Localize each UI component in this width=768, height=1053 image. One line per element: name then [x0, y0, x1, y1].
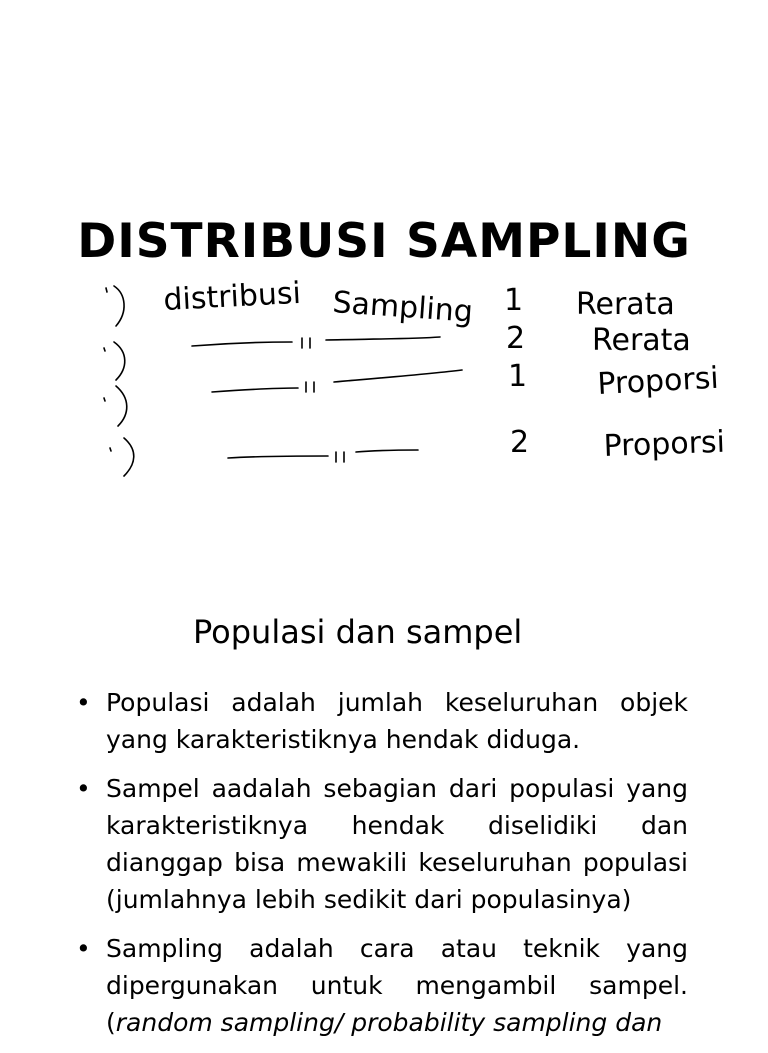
bullet-list	[76, 684, 688, 1053]
bullet-paren-2	[104, 342, 125, 380]
hw-row2-ditto	[302, 338, 310, 348]
hw-row1-number: 1	[504, 283, 524, 318]
list-item	[76, 770, 688, 918]
list-item	[76, 684, 688, 758]
hw-row4-line-right	[356, 450, 418, 452]
hw-row3-ditto	[306, 382, 314, 392]
hw-row1-word: Rerata	[576, 287, 675, 322]
page-title: DISTRIBUSI SAMPLING	[77, 214, 691, 269]
list-item	[76, 930, 688, 1041]
bullet-paren-1	[106, 286, 124, 326]
bullet-paren-3	[104, 386, 127, 426]
bullet-text-italic: random sampling/ probability sampling dan	[115, 1008, 663, 1037]
hw-row4-number: 2	[510, 425, 530, 460]
hw-row2-line-right	[326, 337, 440, 340]
bullet-text: Sampel aadalah sebagian dari populasi yang karakteristiknya hendak diselidiki dan dianggap bisa mewakili keseluruhan populasi (jumlahnya lebih sedikit dari populasinya)	[106, 774, 688, 914]
bullet-dot: •	[76, 934, 91, 963]
hw-row2-line-left	[192, 342, 292, 346]
hw-row3-number: 1	[508, 359, 528, 394]
section-subtitle: Populasi dan sampel	[193, 613, 523, 651]
hw-row4-word: Proporsi	[603, 424, 726, 464]
bullet-dot: •	[76, 688, 91, 717]
bullet-text: Populasi adalah jumlah keseluruhan objek yang karakteristiknya hendak diduga.	[106, 688, 688, 754]
hw-row3-line-left	[212, 388, 298, 392]
hw-row3-word: Proporsi	[596, 360, 720, 402]
handwritten-notes	[0, 270, 768, 490]
bullet-paren-4	[110, 438, 134, 476]
hw-row2-word: Rerata	[592, 323, 691, 358]
hw-row4-line-left	[228, 456, 328, 458]
bullet-dot: •	[76, 774, 91, 803]
hw-row2-number: 2	[506, 321, 526, 356]
hw-row1-label2: Sampling	[331, 285, 474, 330]
bullet-text: Sampling adalah cara atau teknik yang dipergunakan untuk mengambil sampel. (	[106, 934, 688, 1037]
hw-row1-label: distribusi	[162, 275, 302, 318]
hw-row3-line-right	[334, 370, 462, 382]
hw-row4-ditto	[336, 452, 344, 462]
